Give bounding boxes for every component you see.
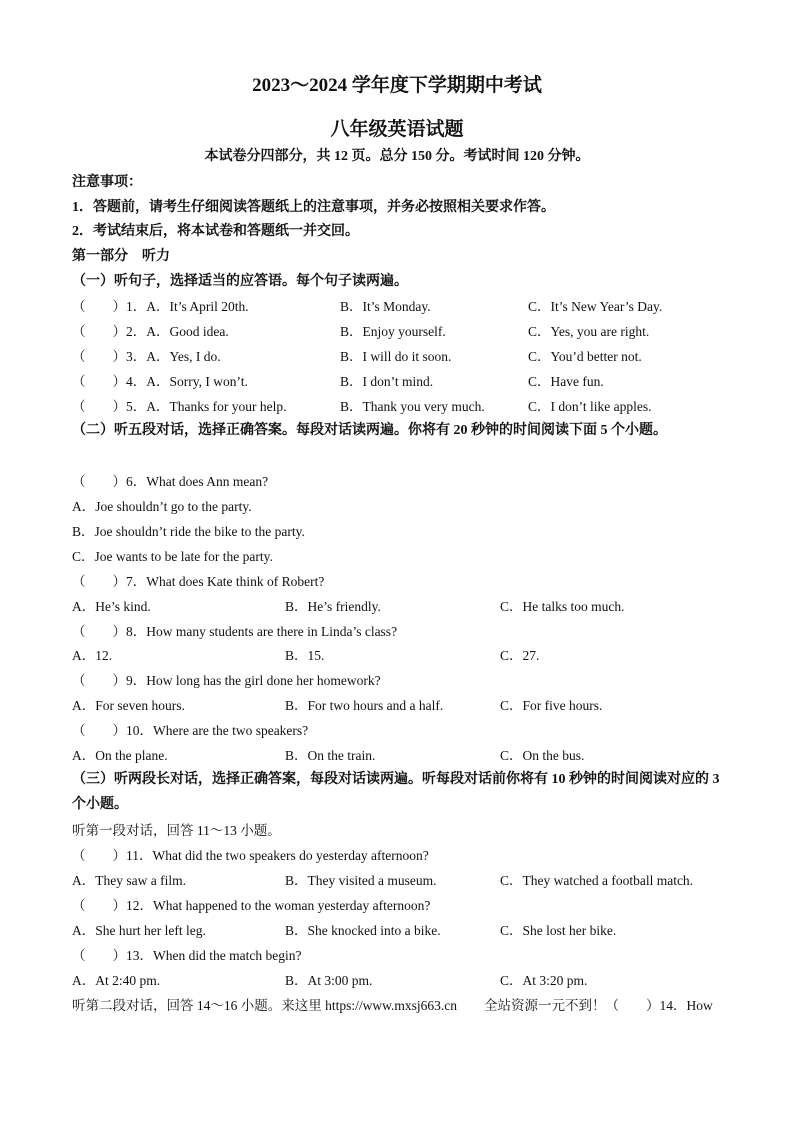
option-c: C．You’d better not. (528, 349, 642, 364)
exam-info: 本试卷分四部分，共 12 页。总分 150 分。考试时间 120 分钟。 (204, 149, 590, 164)
question-stem: （ ）7．What does Kate think of Robert? (72, 574, 325, 589)
option-b: B．She knocked into a bike. (285, 923, 441, 938)
dialogue-intro-2: 听第二段对话，回答 14～16 小题。来这里 https://www.mxsj663.cn 全站资源一元不到！（ ）14．How (72, 998, 713, 1013)
option-c: C．He talks too much. (500, 599, 625, 614)
option-b: B．He’s friendly. (285, 599, 381, 614)
option-b: B．I will do it soon. (340, 349, 452, 364)
option-b: B．It’s Monday. (340, 299, 431, 314)
answer-blank[interactable]: （ ） (72, 374, 126, 389)
option-b: B．I don’t mind. (340, 374, 434, 389)
section1-heading: （一）听句子，选择适当的应答语。每个句子读两遍。 (72, 274, 408, 289)
option-c: C．27. (500, 648, 540, 663)
answer-blank[interactable]: （ ） (72, 324, 126, 339)
option-a: 5．A．Thanks for your help. (126, 399, 287, 414)
option-a: 3．A．Yes, I do. (126, 349, 221, 364)
question-stem: （ ）13．When did the match begin? (72, 948, 302, 963)
answer-blank[interactable]: （ ） (72, 399, 126, 414)
section3-heading: （三）听两段长对话，选择正确答案，每段对话读两遍。听每段对话前你将有 10 秒钟的时间阅读对应的 3 个小题。 (72, 772, 720, 812)
option-b: B．They visited a museum. (285, 873, 437, 888)
option-c: C．At 3:20 pm. (500, 973, 588, 988)
part1-heading: 第一部分 听力 (72, 249, 170, 264)
option-a: A．For seven hours. (72, 698, 185, 713)
question-row (72, 398, 286, 416)
option-a: A．12. (72, 648, 113, 663)
notes-heading: 注意事项： (72, 175, 142, 190)
option-c: C．They watched a football match. (500, 873, 694, 888)
option-b: B．Enjoy yourself. (340, 324, 446, 339)
option-a: A．She hurt her left leg. (72, 923, 206, 938)
dialogue-intro-1: 听第一段对话，回答 11～13 小题。 (72, 823, 281, 838)
option-b: B．For two hours and a half. (285, 698, 444, 713)
answer-blank[interactable]: （ ） (72, 349, 126, 364)
question-stem: （ ）12．What happened to the woman yesterday afternoon? (72, 898, 431, 913)
option-b: B．Thank you very much. (340, 399, 485, 414)
question-stem: （ ）8．How many students are there in Linda’s class? (72, 624, 398, 639)
option-b: B．On the train. (285, 748, 376, 763)
option-c: C．Have fun. (528, 374, 604, 389)
answer-blank[interactable]: （ ） (72, 299, 126, 314)
option-a: A．Joe shouldn’t go to the party. (72, 499, 252, 514)
option-a: A．They saw a film. (72, 873, 186, 888)
exam-subtitle: 八年级英语试题 (330, 119, 464, 140)
option-a: 1．A．It’s April 20th. (126, 299, 249, 314)
question-stem: （ ）11．What did the two speakers do yesterday afternoon? (72, 848, 429, 863)
option-b: B．15. (285, 648, 325, 663)
section2-heading: （二）听五段对话，选择正确答案。每段对话读两遍。你将有 20 秒钟的时间阅读下面 5 个小题。 (72, 423, 667, 438)
option-c: C．For five hours. (500, 698, 603, 713)
question-row (72, 323, 229, 341)
option-c: C．Joe wants to be late for the party. (72, 549, 273, 564)
option-c: C．It’s New Year’s Day. (528, 299, 663, 314)
question-row (72, 298, 249, 316)
option-b: B．Joe shouldn’t ride the bike to the party. (72, 524, 305, 539)
option-b: B．At 3:00 pm. (285, 973, 373, 988)
option-a: A．At 2:40 pm. (72, 973, 161, 988)
notes-item-2: 2．考试结束后，将本试卷和答题纸一并交回。 (72, 224, 359, 239)
option-c: C．She lost her bike. (500, 923, 617, 938)
option-c: C．On the bus. (500, 748, 585, 763)
question-row (72, 373, 248, 391)
option-a: A．On the plane. (72, 748, 168, 763)
option-a: 2．A．Good idea. (126, 324, 229, 339)
option-a: A．He’s kind. (72, 599, 151, 614)
question-row (72, 348, 221, 366)
question-stem: （ ）10．Where are the two speakers? (72, 723, 309, 738)
question-stem: （ ）9．How long has the girl done her homework? (72, 673, 381, 688)
notes-item-1: 1．答题前，请考生仔细阅读答题纸上的注意事项，并务必按照相关要求作答。 (72, 200, 555, 215)
exam-title: 2023～2024 学年度下学期期中考试 (252, 75, 542, 96)
option-a: 4．A．Sorry, I won’t. (126, 374, 248, 389)
question-stem: （ ）6．What does Ann mean? (72, 474, 269, 489)
option-c: C．Yes, you are right. (528, 324, 650, 339)
option-c: C．I don’t like apples. (528, 399, 652, 414)
